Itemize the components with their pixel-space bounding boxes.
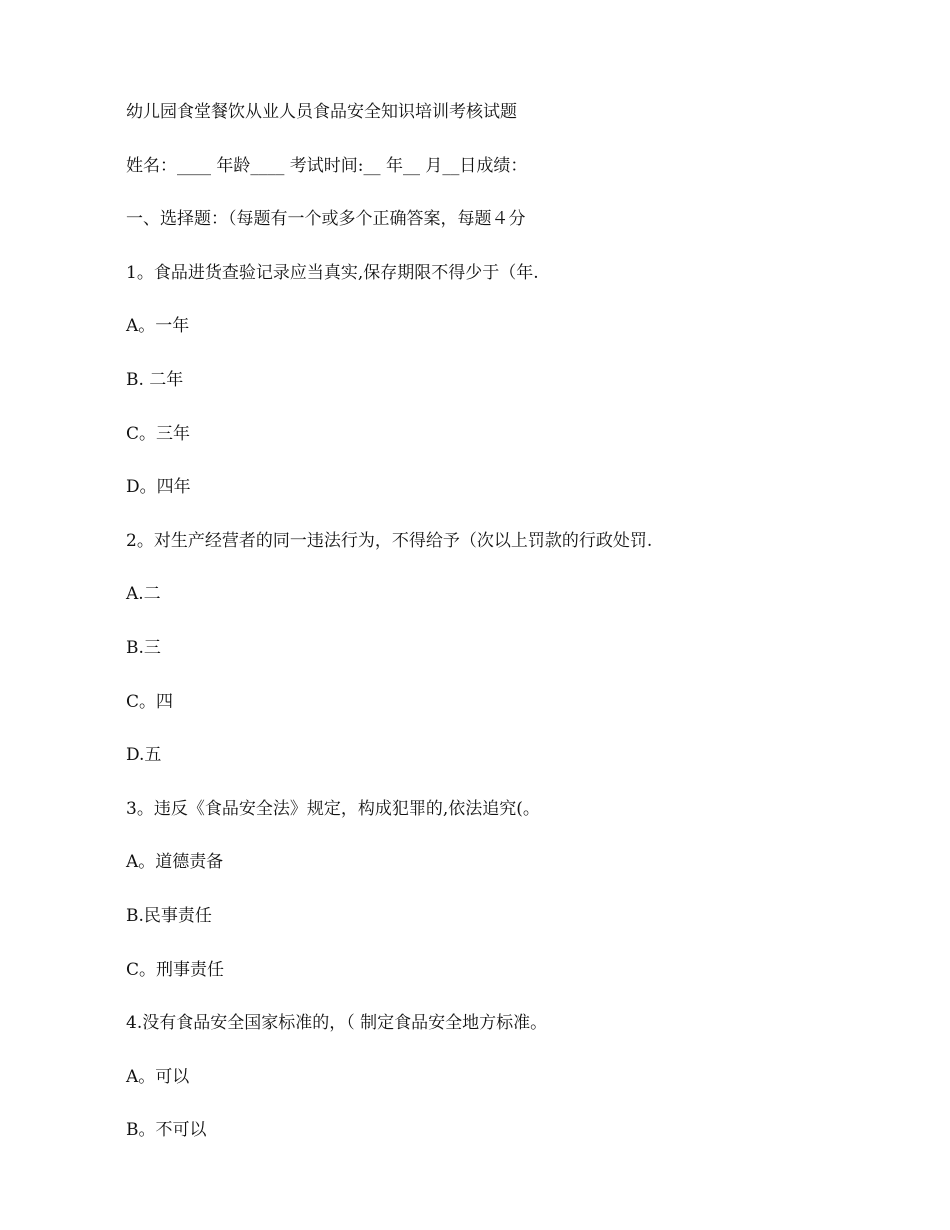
question-option: B。不可以 [126, 1120, 207, 1141]
question-option: D。四年 [126, 477, 191, 498]
question-stem: 1。食品进货查验记录应当真实,保存期限不得少于（年. [126, 262, 539, 283]
question-option: B.三 [126, 637, 161, 658]
question-option: A。可以 [126, 1066, 190, 1087]
question-option: D.五 [126, 745, 162, 766]
question-option: A。一年 [126, 316, 190, 337]
question-option: C。四 [126, 691, 174, 712]
document-body [126, 100, 886, 1172]
question-3 [126, 797, 886, 1011]
question-stem: 2。对生产经营者的同一违法行为，不得给予（次以上罚款的行政处罚. [126, 530, 653, 551]
question-4 [126, 1011, 886, 1172]
question-option: A。道德责备 [126, 852, 224, 873]
question-option: C。刑事责任 [126, 959, 225, 980]
student-info-line: 姓名：____ 年龄____ 考试时间:__ 年__ 月__日成绩： [126, 155, 528, 176]
document-title: 幼儿园食堂餐饮从业人员食品安全知识培训考核试题 [126, 102, 517, 122]
question-1 [126, 261, 886, 529]
question-option: B. 二年 [126, 369, 184, 390]
question-stem: 4.没有食品安全国家标准的，（ 制定食品安全地方标准。 [126, 1013, 548, 1034]
question-option: B.民事责任 [126, 905, 212, 926]
question-stem: 3。违反《食品安全法》规定，构成犯罪的,依法追究(。 [126, 798, 540, 819]
section-heading: 一、选择题：（每题有一个或多个正确答案，每题４分 [126, 209, 526, 230]
question-option: C。三年 [126, 423, 191, 444]
question-option: A.二 [126, 584, 161, 605]
question-2 [126, 529, 886, 797]
